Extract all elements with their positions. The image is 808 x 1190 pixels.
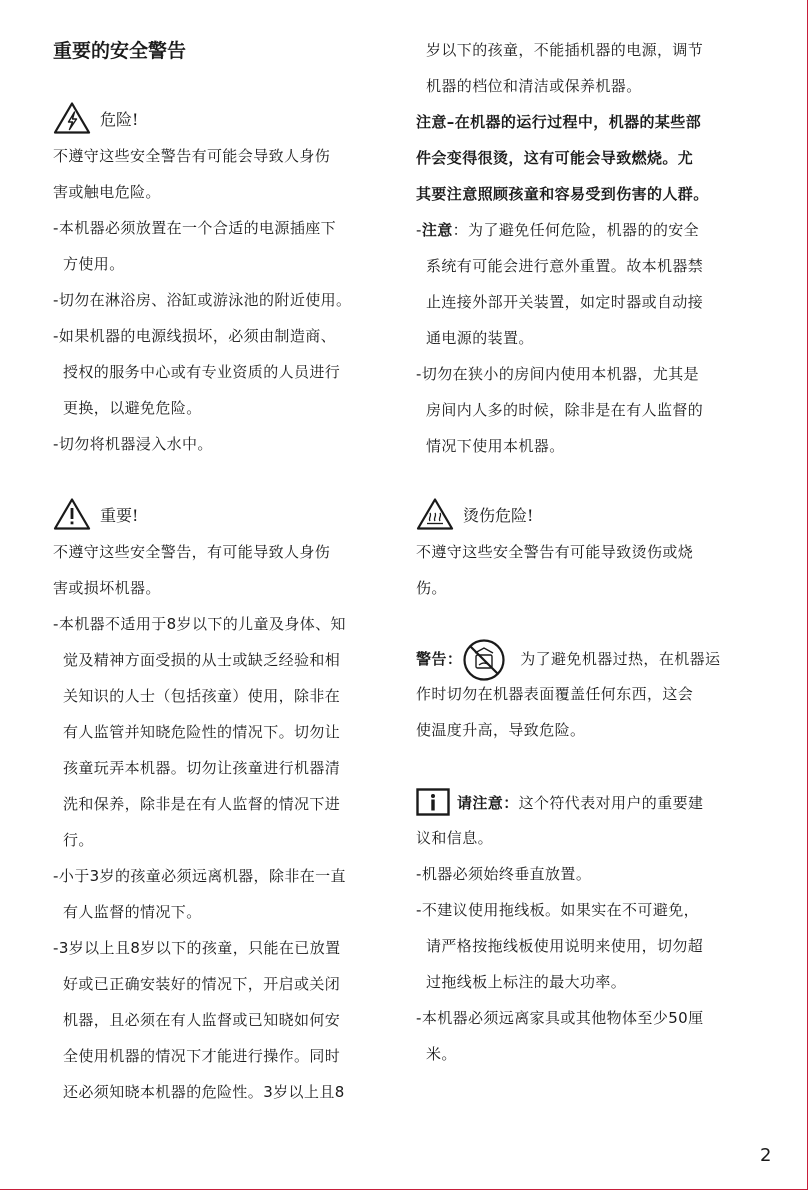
notice-item: -切勿在狭小的房间内使用本机器，尤其是 房间内人多的时候，除非是在有人监督的 情况下使用本机器。	[416, 365, 704, 455]
warning-line: 使温度升高，导致危险。	[416, 721, 586, 739]
notice-bold-line: 注意–在机器的运行过程中，机器的某些部	[416, 113, 702, 131]
page-title: 重要的安全警告	[53, 40, 187, 62]
danger-item: -切勿在淋浴房、浴缸或游泳池的附近使用。	[53, 291, 352, 309]
electric-hazard-icon	[53, 101, 91, 135]
important-intro-line: 害或损坏机器。	[53, 579, 161, 597]
important-item: -3岁以上且8岁以下的孩童，只能在已放置 好或已正确安装好的情况下，开启或关闭 机器，且必须在有人监督或已知晓如何安 全使用机器的情况下才能进行操作。同时 还必须知晓本机器的危险性。3岁以上且8	[53, 939, 345, 1101]
info-item: -机器必须始终垂直放置。	[416, 865, 592, 883]
burn-intro-line: 不遵守这些安全警告有可能导致烫伤或烧	[416, 543, 694, 561]
important-text	[53, 534, 395, 1110]
danger-intro-line: 不遵守这些安全警告有可能会导致人身伤	[53, 147, 331, 165]
important-item: -本机器不适用于8岁以下的儿童及身体、知 觉及精神方面受损的从士或缺乏经验和相 关知识的人士（包括孩童）使用，除非在 有人监管并知晓危险性的情况下。切勿让 孩童玩弄本机器。切勿让孩童进行机器清 洗和保养，除非是在有人监督的情况下进 行。	[53, 615, 346, 849]
info-line: 议和信息。	[416, 829, 494, 847]
notice-items	[416, 212, 758, 464]
continued-line: 岁以下的孩童，不能插机器的电源，调节	[426, 41, 704, 59]
important-label: 重要!	[100, 505, 139, 525]
burn-label: 烫伤危险!	[463, 505, 534, 525]
danger-text	[53, 138, 395, 462]
cover-warning-first-line: 警告 ： 为了避免机器过热，在机器运	[416, 640, 758, 676]
danger-intro-line: 害或触电危险。	[53, 183, 161, 201]
danger-item: -如果机器的电源线损坏，必须由制造商、 授权的服务中心或有专业资质的人员进行 更换，以避免危险。	[53, 327, 341, 417]
warning-label: 警告	[416, 649, 447, 668]
info-item: -不建议使用拖线板。如果实在不可避免， 请严格按拖线板使用说明来使用，切勿超 过拖线板上标注的最大功率。	[416, 901, 704, 991]
danger-label: 危险!	[100, 109, 139, 129]
burn-header	[416, 496, 533, 532]
danger-item: -本机器必须放置在一个合适的电源插座下 方使用。	[53, 219, 337, 273]
notice-item: -注意：为了避免任何危险，机器的的安全 系统有可能会进行意外重置。故本机器禁 止连接外部开关装置，如定时器或自动接 通电源的装置。	[416, 221, 704, 347]
hot-surface-icon	[416, 497, 454, 531]
danger-item: -切勿将机器浸入水中。	[53, 435, 213, 453]
warning-line: 作时切勿在机器表面覆盖任何东西，这会	[416, 685, 694, 703]
warning-first-line-text: 为了避免机器过热，在机器运	[520, 649, 721, 668]
important-item: -小于3岁的孩童必须远离机器，除非在一直 有人监督的情况下。	[53, 867, 346, 921]
notice-strong: 注意	[421, 221, 453, 239]
notice-bold-line: 件会变得很烫，这有可能会导致燃烧。尤	[416, 149, 694, 167]
warning-icon	[53, 497, 91, 531]
danger-header	[53, 100, 138, 136]
important-intro-line: 不遵守这些安全警告，有可能导致人身伤	[53, 543, 331, 561]
burn-text	[416, 534, 758, 606]
notice-bold-line: 其要注意照顾孩童和容易受到伤害的人群。	[416, 185, 709, 203]
info-icon	[416, 788, 450, 816]
page-number: 2	[760, 1145, 772, 1166]
notice-bold	[416, 104, 758, 212]
info-first-line: 请注意 ： 这个符代表对用户的重要建	[416, 784, 758, 820]
important-header	[53, 496, 138, 532]
info-label: 请注意	[457, 793, 504, 812]
continued-line: 机器的档位和清洁或保养机器。	[426, 77, 642, 95]
info-item: -本机器必须远离家具或其他物体至少50厘 米。	[416, 1009, 704, 1063]
info-note	[416, 784, 758, 1072]
cover-warning	[416, 640, 758, 748]
continued-text	[416, 32, 758, 104]
burn-intro-line: 伤。	[416, 579, 447, 597]
info-first-line-text: 这个符代表对用户的重要建	[518, 793, 704, 812]
